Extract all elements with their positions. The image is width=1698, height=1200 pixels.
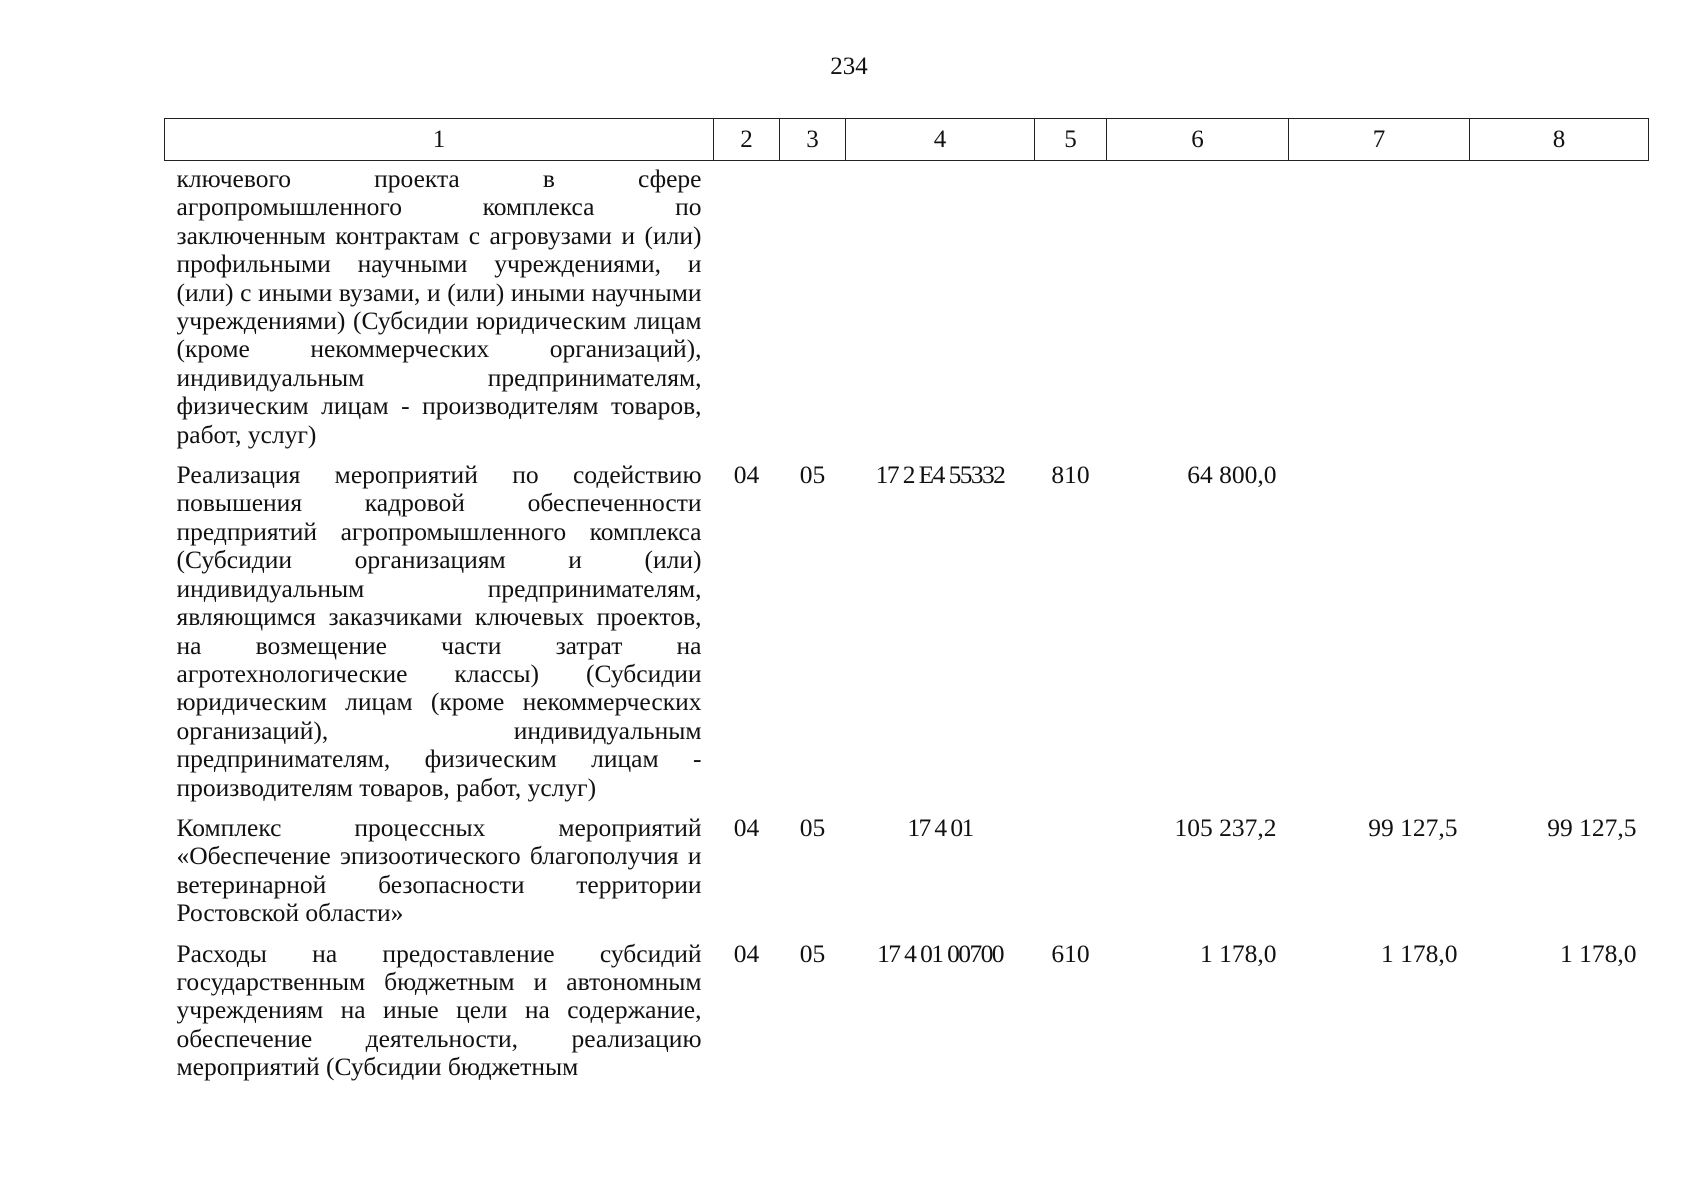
budget-table: [164, 118, 1648, 1088]
row-amount-3: 1 178,0: [1560, 938, 1637, 968]
row-description: ключевого проекта в сфере агропромышленного комплекса по заключенным контрактам с агровузами и (или) профильными научными учреждениями, и (или) с иными вузами, и (или) иными научными учреждениями) (Субсидии юридическим лицам (кроме некоммерческих организаций), индивидуальным предпринимателям, физическим лицам - производителям товаров, работ, услуг): [176, 164, 702, 449]
header-col-5: 5: [1035, 119, 1107, 161]
header-col-7: 7: [1289, 119, 1470, 161]
row-amount-3: [1470, 161, 1649, 456]
row-expense-type: [1035, 808, 1107, 934]
row-amount-2: 99 127,5: [1368, 812, 1458, 842]
row-section: 04: [733, 938, 760, 968]
row-target-code: 17 4 01 00700: [877, 938, 1003, 968]
row-target-code: 17 4 01: [907, 812, 973, 842]
row-amount-2: [1289, 161, 1470, 456]
row-description: Расходы на предоставление субсидий государственным бюджетным и автономным учреждениям на иные цели на содержание, обеспечение деятельности, реализацию мероприятий (Субсидии бюджетным: [176, 938, 702, 1082]
table-row: [165, 808, 1649, 934]
table-row: [165, 934, 1649, 1088]
row-section: 04: [733, 812, 760, 842]
row-amount-3: [1470, 455, 1649, 808]
row-amount-2: [1289, 455, 1470, 808]
header-col-3: 3: [780, 119, 846, 161]
row-amount-1: [1107, 161, 1289, 456]
row-section: 04: [733, 460, 760, 490]
row-amount-1: 64 800,0: [1187, 460, 1277, 490]
row-amount-1: 1 178,0: [1200, 938, 1277, 968]
table-row: [165, 161, 1649, 456]
row-section: [714, 161, 780, 456]
header-col-4: 4: [846, 119, 1035, 161]
header-col-1: 1: [165, 119, 714, 161]
row-target-code: [846, 161, 1035, 456]
header-col-6: 6: [1107, 119, 1289, 161]
row-amount-2: 1 178,0: [1381, 938, 1458, 968]
table-header-row: [165, 119, 1649, 161]
row-target-code: 17 2 Е4 55332: [875, 460, 1005, 490]
header-col-8: 8: [1470, 119, 1649, 161]
row-expense-type: 610: [1051, 938, 1090, 968]
row-amount-3: 99 127,5: [1547, 812, 1637, 842]
row-amount-1: 105 237,2: [1174, 812, 1277, 842]
row-description: Комплекс процессных мероприятий «Обеспечение эпизоотического благополучия и ветеринарной безопасности территории Ростовской области»: [176, 812, 702, 928]
row-subsection: [780, 161, 846, 456]
row-subsection: 05: [799, 460, 826, 490]
row-description: Реализация мероприятий по содействию повышения кадровой обеспеченности предприятий агропромышленного комплекса (Субсидии организациям и (или) индивидуальным предпринимателям, являющимся заказчиками ключевых проектов, на возмещение части затрат на агротехнологические классы) (Субсидии юридическим лицам (кроме некоммерческих организаций), индивидуальным предпринимателям, физическим лицам - производителям товаров, работ, услуг): [176, 460, 702, 802]
row-subsection: 05: [799, 812, 826, 842]
page-number: 234: [830, 53, 868, 80]
table-row: [165, 455, 1649, 808]
row-expense-type: [1035, 161, 1107, 456]
row-expense-type: 810: [1051, 460, 1090, 490]
row-subsection: 05: [799, 938, 826, 968]
header-col-2: 2: [714, 119, 780, 161]
